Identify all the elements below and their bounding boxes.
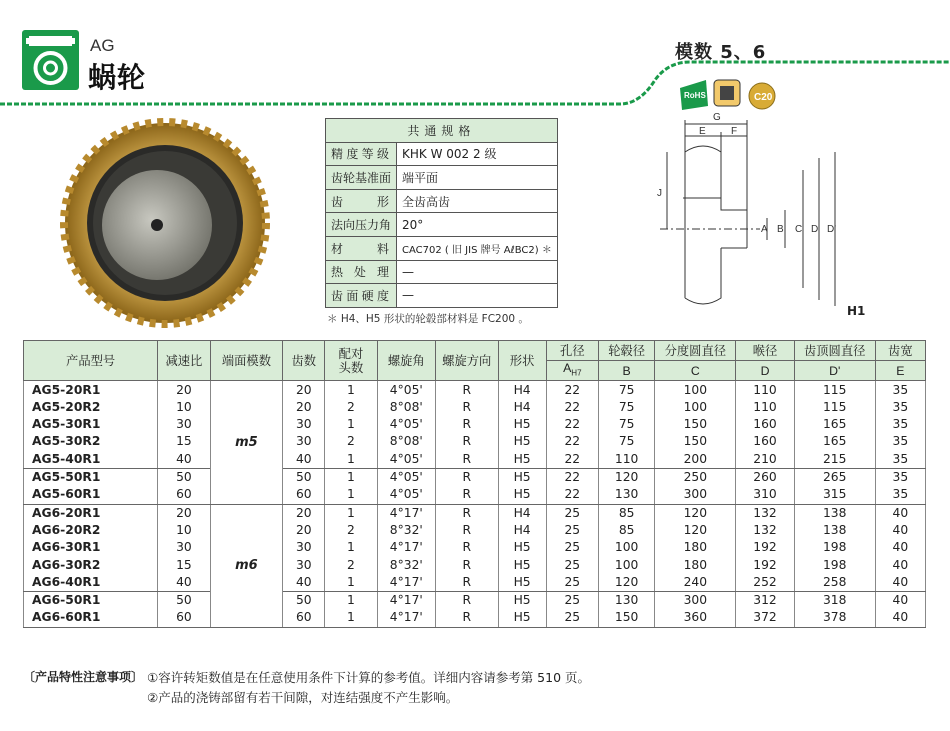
table-cell: 50 bbox=[158, 592, 210, 610]
table-cell: 120 bbox=[598, 468, 654, 486]
table-cell: 100 bbox=[598, 556, 654, 573]
table-cell: 30 bbox=[158, 539, 210, 556]
col-subheader-c: C bbox=[655, 361, 736, 381]
table-cell: AG5-20R1 bbox=[24, 381, 158, 399]
table-cell: 198 bbox=[794, 556, 875, 573]
table-cell: 1 bbox=[325, 486, 377, 504]
table-cell: 240 bbox=[655, 574, 736, 592]
spec-value: KHK W 002 2 级 bbox=[397, 142, 558, 166]
table-cell: AG6-30R2 bbox=[24, 556, 158, 573]
table-cell: 150 bbox=[655, 433, 736, 450]
table-cell: 20 bbox=[283, 399, 325, 416]
table-cell: 22 bbox=[546, 451, 598, 469]
table-cell: 2 bbox=[325, 399, 377, 416]
product-dimension-table bbox=[23, 340, 926, 628]
table-cell: R bbox=[436, 592, 499, 610]
spec-label: 齿形 bbox=[326, 189, 397, 213]
table-cell: 4°17' bbox=[377, 592, 435, 610]
table-row bbox=[24, 539, 926, 556]
table-cell: 35 bbox=[875, 399, 925, 416]
table-cell: 4°17' bbox=[377, 504, 435, 522]
table-cell: 4°17' bbox=[377, 609, 435, 627]
table-cell: 35 bbox=[875, 468, 925, 486]
table-cell: 25 bbox=[546, 539, 598, 556]
dim-label-j: J bbox=[657, 188, 662, 199]
table-cell: 8°32' bbox=[377, 522, 435, 539]
table-cell: 35 bbox=[875, 451, 925, 469]
table-body bbox=[24, 381, 926, 627]
table-cell: 1 bbox=[325, 592, 377, 610]
table-cell: 260 bbox=[736, 468, 794, 486]
table-row bbox=[24, 468, 926, 486]
table-cell: 2 bbox=[325, 433, 377, 450]
table-cell: 35 bbox=[875, 416, 925, 433]
gear-series-logo bbox=[22, 30, 79, 90]
table-row bbox=[24, 381, 926, 399]
spec-label: 法向压力角 bbox=[326, 213, 397, 237]
spec-footnote: ＊ H4、H5 形状的轮毂部材料是 FC200 。 bbox=[327, 313, 529, 325]
table-cell: 300 bbox=[655, 592, 736, 610]
table-cell: 378 bbox=[794, 609, 875, 627]
col-header: 产品型号 bbox=[24, 341, 158, 381]
table-cell: 30 bbox=[283, 416, 325, 433]
table-cell: H5 bbox=[498, 592, 546, 610]
table-cell: 20 bbox=[283, 381, 325, 399]
col-subheader-b: B bbox=[598, 361, 654, 381]
table-cell: R bbox=[436, 433, 499, 450]
spec-value: — bbox=[397, 284, 558, 308]
col-header: 齿数 bbox=[283, 341, 325, 381]
table-cell: H5 bbox=[498, 451, 546, 469]
table-cell: 215 bbox=[794, 451, 875, 469]
table-cell: AG6-20R1 bbox=[24, 504, 158, 522]
table-cell: 100 bbox=[655, 399, 736, 416]
table-cell: 60 bbox=[283, 609, 325, 627]
dim-label-a: A bbox=[761, 224, 768, 235]
table-cell: 50 bbox=[158, 468, 210, 486]
table-cell: H5 bbox=[498, 609, 546, 627]
table-cell: 15 bbox=[158, 433, 210, 450]
module-cell: m5 bbox=[210, 381, 283, 504]
table-cell: H5 bbox=[498, 416, 546, 433]
table-cell: 40 bbox=[158, 451, 210, 469]
table-cell: AG6-30R1 bbox=[24, 539, 158, 556]
table-cell: 30 bbox=[283, 556, 325, 573]
table-cell: 75 bbox=[598, 416, 654, 433]
table-cell: AG5-30R1 bbox=[24, 416, 158, 433]
table-cell: H5 bbox=[498, 468, 546, 486]
table-cell: 60 bbox=[158, 609, 210, 627]
table-cell: 120 bbox=[655, 522, 736, 539]
dim-label-c: C bbox=[795, 224, 803, 235]
table-cell: 20 bbox=[283, 522, 325, 539]
table-cell: 1 bbox=[325, 609, 377, 627]
dim-label-b: B bbox=[777, 224, 784, 235]
table-cell: 30 bbox=[158, 416, 210, 433]
table-cell: H4 bbox=[498, 399, 546, 416]
table-cell: 165 bbox=[794, 433, 875, 450]
col-header: 形状 bbox=[498, 341, 546, 381]
spec-label: 材料 bbox=[326, 236, 397, 260]
table-cell: 312 bbox=[736, 592, 794, 610]
table-cell: 130 bbox=[598, 486, 654, 504]
col-header: 轮毂径 bbox=[598, 341, 654, 361]
table-cell: 120 bbox=[655, 504, 736, 522]
table-cell: R bbox=[436, 504, 499, 522]
col-subheader-e: E bbox=[875, 361, 925, 381]
table-cell: AG6-20R2 bbox=[24, 522, 158, 539]
table-cell: 10 bbox=[158, 399, 210, 416]
table-cell: AG6-60R1 bbox=[24, 609, 158, 627]
table-cell: H4 bbox=[498, 381, 546, 399]
dim-label-d: D bbox=[811, 224, 819, 235]
col-subheader-a: $A_{H7}$ bbox=[546, 361, 598, 381]
table-cell: R bbox=[436, 381, 499, 399]
table-cell: 4°05' bbox=[377, 468, 435, 486]
table-cell: 1 bbox=[325, 539, 377, 556]
table-cell: 22 bbox=[546, 399, 598, 416]
table-cell: 180 bbox=[655, 556, 736, 573]
table-cell: 22 bbox=[546, 416, 598, 433]
table-cell: H4 bbox=[498, 504, 546, 522]
col-subheader-d-prime: D' bbox=[794, 361, 875, 381]
dim-label-d-prime: D' bbox=[827, 224, 837, 235]
table-cell: 22 bbox=[546, 433, 598, 450]
table-cell: H5 bbox=[498, 539, 546, 556]
table-cell: 310 bbox=[736, 486, 794, 504]
table-cell: 8°32' bbox=[377, 556, 435, 573]
table-cell: 4°05' bbox=[377, 381, 435, 399]
table-cell: R bbox=[436, 539, 499, 556]
table-cell: 2 bbox=[325, 522, 377, 539]
table-cell: 192 bbox=[736, 556, 794, 573]
table-cell: 4°05' bbox=[377, 416, 435, 433]
series-code: AG bbox=[90, 36, 115, 55]
col-header: 孔径 bbox=[546, 341, 598, 361]
table-cell: 8°08' bbox=[377, 399, 435, 416]
spec-value: 端平面 bbox=[397, 166, 558, 190]
table-cell: 138 bbox=[794, 504, 875, 522]
table-cell: 22 bbox=[546, 486, 598, 504]
table-cell: 360 bbox=[655, 609, 736, 627]
shape-label: H1 bbox=[847, 304, 866, 318]
table-cell: 1 bbox=[325, 504, 377, 522]
table-cell: 30 bbox=[283, 539, 325, 556]
table-cell: 100 bbox=[598, 539, 654, 556]
table-cell: 318 bbox=[794, 592, 875, 610]
table-cell: 50 bbox=[283, 468, 325, 486]
table-cell: 258 bbox=[794, 574, 875, 592]
table-cell: AG5-30R2 bbox=[24, 433, 158, 450]
table-row bbox=[24, 609, 926, 627]
table-cell: 35 bbox=[875, 486, 925, 504]
table-cell: 315 bbox=[794, 486, 875, 504]
note-item: ①容许转矩数值是在任意使用条件下计算的参考值。详细内容请参考第 510 页。 bbox=[147, 670, 591, 685]
table-cell: 210 bbox=[736, 451, 794, 469]
table-cell: 40 bbox=[875, 504, 925, 522]
table-cell: 20 bbox=[158, 381, 210, 399]
table-cell: 22 bbox=[546, 468, 598, 486]
dim-label-f: F bbox=[731, 126, 738, 137]
table-cell: 4°17' bbox=[377, 539, 435, 556]
table-cell: 110 bbox=[598, 451, 654, 469]
table-cell: 250 bbox=[655, 468, 736, 486]
table-cell: AG5-20R2 bbox=[24, 399, 158, 416]
col-header: 齿顶圆直径 bbox=[794, 341, 875, 361]
table-cell: 192 bbox=[736, 539, 794, 556]
table-cell: 40 bbox=[283, 574, 325, 592]
table-cell: 115 bbox=[794, 399, 875, 416]
table-cell: 198 bbox=[794, 539, 875, 556]
col-header: 螺旋角 bbox=[377, 341, 435, 381]
spec-value: 全齿高齿 bbox=[397, 189, 558, 213]
table-cell: 1 bbox=[325, 416, 377, 433]
table-cell: 25 bbox=[546, 609, 598, 627]
table-cell: 10 bbox=[158, 522, 210, 539]
table-cell: 160 bbox=[736, 416, 794, 433]
table-cell: 25 bbox=[546, 574, 598, 592]
table-cell: 1 bbox=[325, 451, 377, 469]
table-cell: R bbox=[436, 574, 499, 592]
table-cell: 150 bbox=[598, 609, 654, 627]
col-header: 螺旋方向 bbox=[436, 341, 499, 381]
table-cell: R bbox=[436, 451, 499, 469]
table-cell: 20 bbox=[158, 504, 210, 522]
table-cell: 40 bbox=[875, 609, 925, 627]
table-cell: H4 bbox=[498, 522, 546, 539]
table-cell: 1 bbox=[325, 381, 377, 399]
spec-label: 热处理 bbox=[326, 260, 397, 284]
table-cell: 75 bbox=[598, 433, 654, 450]
table-cell: 75 bbox=[598, 381, 654, 399]
table-cell: 40 bbox=[875, 522, 925, 539]
spec-label: 精度等级 bbox=[326, 142, 397, 166]
table-cell: 372 bbox=[736, 609, 794, 627]
table-cell: AG6-50R1 bbox=[24, 592, 158, 610]
table-cell: 165 bbox=[794, 416, 875, 433]
table-cell: 25 bbox=[546, 504, 598, 522]
col-header: 分度圆直径 bbox=[655, 341, 736, 361]
table-cell: 120 bbox=[598, 574, 654, 592]
table-row bbox=[24, 592, 926, 610]
spec-label: 齿轮基准面 bbox=[326, 166, 397, 190]
col-header: 喉径 bbox=[736, 341, 794, 361]
table-cell: R bbox=[436, 522, 499, 539]
table-cell: 138 bbox=[794, 522, 875, 539]
table-cell: 2 bbox=[325, 556, 377, 573]
table-row bbox=[24, 416, 926, 433]
col-header: 减速比 bbox=[158, 341, 210, 381]
notes-label: 〔产品特性注意事项〕 bbox=[23, 670, 144, 684]
table-cell: 25 bbox=[546, 522, 598, 539]
dim-label-e: E bbox=[699, 126, 706, 137]
table-row bbox=[24, 522, 926, 539]
table-cell: 25 bbox=[546, 556, 598, 573]
table-cell: 300 bbox=[655, 486, 736, 504]
table-cell: 40 bbox=[875, 556, 925, 573]
table-cell: AG6-40R1 bbox=[24, 574, 158, 592]
table-cell: 130 bbox=[598, 592, 654, 610]
table-cell: 132 bbox=[736, 522, 794, 539]
table-cell: 40 bbox=[875, 592, 925, 610]
table-cell: R bbox=[436, 556, 499, 573]
table-cell: 50 bbox=[283, 592, 325, 610]
worm-gear-photo-icon bbox=[40, 118, 290, 333]
table-cell: 85 bbox=[598, 504, 654, 522]
spec-value: CAC702 ( 旧 JIS 牌号 AℓBC2) ＊ bbox=[397, 236, 558, 260]
table-cell: 115 bbox=[794, 381, 875, 399]
table-cell: 8°08' bbox=[377, 433, 435, 450]
c20-badge-text: C20 bbox=[754, 92, 773, 103]
table-row bbox=[24, 556, 926, 573]
table-cell: 75 bbox=[598, 399, 654, 416]
table-cell: 40 bbox=[283, 451, 325, 469]
col-header: 齿宽 bbox=[875, 341, 925, 361]
spec-value: 20° bbox=[397, 213, 558, 237]
table-cell: 20 bbox=[283, 504, 325, 522]
table-cell: 15 bbox=[158, 556, 210, 573]
col-subheader-d: D bbox=[736, 361, 794, 381]
table-cell: 30 bbox=[283, 433, 325, 450]
spec-value: — bbox=[397, 260, 558, 284]
table-cell: 180 bbox=[655, 539, 736, 556]
table-cell: AG5-60R1 bbox=[24, 486, 158, 504]
table-cell: H5 bbox=[498, 574, 546, 592]
table-cell: 40 bbox=[875, 574, 925, 592]
table-cell: H5 bbox=[498, 486, 546, 504]
table-row bbox=[24, 451, 926, 469]
table-cell: 60 bbox=[158, 486, 210, 504]
table-cell: 40 bbox=[875, 539, 925, 556]
module-title: 模数 5、6 bbox=[675, 42, 767, 63]
note-item: ②产品的浇铸部留有若干间隙，对连结强度不产生影响。 bbox=[147, 690, 459, 705]
spec-label: 齿面硬度 bbox=[326, 284, 397, 308]
common-spec-table bbox=[325, 118, 558, 308]
table-cell: 35 bbox=[875, 381, 925, 399]
table-cell: R bbox=[436, 609, 499, 627]
table-cell: 1 bbox=[325, 468, 377, 486]
table-cell: 4°17' bbox=[377, 574, 435, 592]
table-cell: 200 bbox=[655, 451, 736, 469]
table-cell: 35 bbox=[875, 433, 925, 450]
module-cell: m6 bbox=[210, 504, 283, 627]
table-row bbox=[24, 433, 926, 450]
series-name: 蜗轮 bbox=[88, 61, 147, 94]
table-cell: R bbox=[436, 399, 499, 416]
table-cell: H5 bbox=[498, 433, 546, 450]
table-row bbox=[24, 486, 926, 504]
table-cell: 4°05' bbox=[377, 486, 435, 504]
table-cell: 60 bbox=[283, 486, 325, 504]
table-row bbox=[24, 504, 926, 522]
table-cell: H5 bbox=[498, 556, 546, 573]
dimension-drawing bbox=[655, 110, 865, 325]
col-header: 配对 头数 bbox=[325, 341, 377, 381]
spec-title: 共通规格 bbox=[326, 119, 558, 143]
table-cell: AG5-50R1 bbox=[24, 468, 158, 486]
table-cell: R bbox=[436, 486, 499, 504]
table-cell: 150 bbox=[655, 416, 736, 433]
table-cell: 132 bbox=[736, 504, 794, 522]
worm-gear-icon bbox=[22, 30, 79, 90]
table-cell: AG5-40R1 bbox=[24, 451, 158, 469]
table-cell: 85 bbox=[598, 522, 654, 539]
table-cell: 110 bbox=[736, 381, 794, 399]
table-cell: 1 bbox=[325, 574, 377, 592]
table-row bbox=[24, 399, 926, 416]
rohs-badge-text: RoHS bbox=[684, 91, 706, 100]
table-cell: 40 bbox=[158, 574, 210, 592]
dim-label-g: G bbox=[713, 112, 721, 123]
table-cell: 265 bbox=[794, 468, 875, 486]
table-cell: 22 bbox=[546, 381, 598, 399]
table-cell: 252 bbox=[736, 574, 794, 592]
table-cell: 160 bbox=[736, 433, 794, 450]
table-cell: 25 bbox=[546, 592, 598, 610]
col-header: 端面模数 bbox=[210, 341, 283, 381]
table-cell: R bbox=[436, 416, 499, 433]
product-photo bbox=[40, 118, 290, 333]
table-cell: 100 bbox=[655, 381, 736, 399]
table-row bbox=[24, 574, 926, 592]
table-cell: 110 bbox=[736, 399, 794, 416]
table-cell: R bbox=[436, 468, 499, 486]
table-cell: 4°05' bbox=[377, 451, 435, 469]
